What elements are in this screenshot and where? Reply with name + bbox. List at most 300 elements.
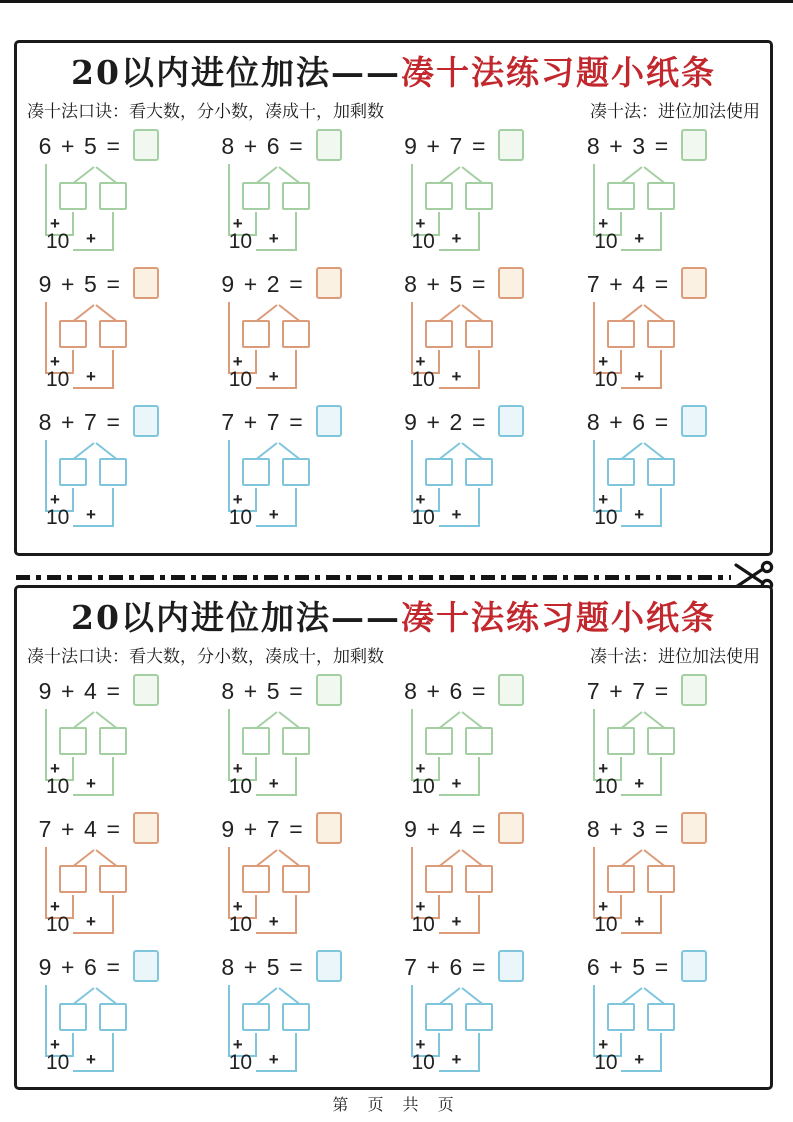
answer-box	[681, 812, 707, 844]
equation	[37, 675, 159, 707]
line-from-first-addend	[593, 985, 595, 1057]
decompose-box-2	[647, 458, 675, 486]
ten-label: 10	[46, 775, 70, 799]
line-from-first-addend	[411, 440, 413, 512]
addend-a: 8	[586, 132, 600, 159]
line-from-first-addend	[45, 985, 47, 1057]
problem-cell	[33, 130, 213, 260]
equation	[220, 406, 342, 438]
tips-row	[27, 97, 760, 122]
addend-a: 8	[586, 815, 600, 842]
stub-line-box2	[112, 350, 114, 389]
bracket-line-2	[256, 794, 297, 796]
equation	[403, 813, 525, 845]
decompose-box-1	[425, 1003, 453, 1031]
addend-b: 7	[266, 815, 280, 842]
plus-sign-small-1: +	[598, 490, 609, 510]
plus-sign-small-1: +	[50, 352, 60, 372]
stub-line-box2	[112, 757, 114, 796]
plus-sign-small-2: +	[634, 505, 645, 525]
addend-b: 5	[84, 132, 97, 159]
equation	[403, 268, 525, 300]
line-from-first-addend	[45, 847, 47, 919]
equals-sign: =	[654, 677, 669, 704]
decompose-box-2	[465, 727, 493, 755]
problem-cell	[399, 406, 579, 536]
addend-a: 6	[586, 953, 600, 980]
problem-cell	[581, 951, 761, 1081]
problem-cell	[581, 675, 761, 805]
decompose-box-2	[647, 727, 675, 755]
equation	[220, 813, 342, 845]
answer-box	[498, 950, 524, 982]
line-from-first-addend	[228, 709, 230, 781]
decompose-box-1	[425, 320, 453, 348]
decompose-box-1	[59, 1003, 87, 1031]
stub-line-box2	[660, 212, 662, 251]
stub-line-box1	[72, 895, 74, 919]
plus-sign-small-1: +	[50, 490, 60, 510]
equation	[403, 406, 525, 438]
line-from-first-addend	[593, 302, 595, 374]
line-from-first-addend	[228, 164, 230, 236]
addend-b: 3	[632, 132, 646, 159]
stub-line-box1	[438, 488, 440, 512]
plus-sign-small-1: +	[232, 490, 243, 510]
equals-sign: =	[106, 132, 120, 159]
stub-line-box1	[620, 1033, 622, 1057]
decompose-box-2	[465, 1003, 493, 1031]
stub-line-box2	[478, 1033, 480, 1072]
stub-line-box2	[112, 895, 114, 934]
plus-sign-small-2: +	[86, 774, 96, 794]
stub-line-box1	[255, 895, 257, 919]
bracket-line-2	[256, 387, 297, 389]
stub-line-box2	[478, 895, 480, 934]
decompose-box-2	[647, 182, 675, 210]
plus-sign-small-2: +	[86, 505, 96, 525]
answer-box	[133, 950, 159, 982]
addend-a: 8	[404, 270, 417, 297]
equals-sign: =	[289, 270, 303, 297]
equation	[220, 951, 342, 983]
bracket-line-2	[439, 932, 480, 934]
plus-sign-small-2: +	[268, 505, 279, 525]
decompose-box-1	[607, 458, 635, 486]
equals-sign: =	[471, 677, 486, 704]
decompose-box-1	[59, 320, 87, 348]
addend-a: 9	[38, 953, 52, 980]
plus-sign-small-2: +	[451, 505, 462, 525]
equation	[37, 406, 159, 438]
plus-sign-small-1: +	[232, 759, 243, 779]
line-from-first-addend	[411, 164, 413, 236]
addend-b: 6	[84, 953, 97, 980]
decompose-box-2	[282, 865, 310, 893]
stub-line-box1	[72, 212, 74, 236]
plus-sign: +	[426, 953, 440, 980]
ten-label: 10	[594, 506, 618, 530]
answer-box	[681, 405, 707, 437]
problem-grid	[17, 673, 770, 1081]
decompose-box-1	[425, 865, 453, 893]
equals-sign: =	[289, 953, 303, 980]
answer-box	[498, 129, 524, 161]
equation	[220, 675, 342, 707]
plus-sign: +	[243, 132, 258, 159]
equation	[37, 130, 159, 162]
bracket-line-2	[256, 525, 297, 527]
stub-line-box2	[478, 212, 480, 251]
bracket-line-2	[621, 1070, 662, 1072]
decompose-box-1	[242, 865, 270, 893]
bracket-line-2	[621, 525, 662, 527]
stub-line-box2	[660, 895, 662, 934]
plus-sign: +	[61, 953, 75, 980]
stub-line-box1	[255, 757, 257, 781]
addend-b: 6	[266, 132, 280, 159]
addend-a: 6	[38, 132, 52, 159]
stub-line-box1	[438, 757, 440, 781]
line-from-first-addend	[228, 985, 230, 1057]
plus-sign-small-2: +	[86, 229, 96, 249]
line-from-first-addend	[411, 985, 413, 1057]
page-title-red: 凑十法练习题小纸条	[400, 53, 716, 92]
answer-box	[133, 405, 159, 437]
decompose-box-2	[99, 865, 127, 893]
decompose-box-1	[425, 727, 453, 755]
decompose-box-1	[59, 865, 87, 893]
plus-sign: +	[609, 270, 623, 297]
problem-cell	[33, 268, 213, 398]
stub-line-box2	[295, 757, 297, 796]
equals-sign: =	[106, 953, 120, 980]
addend-b: 4	[84, 815, 97, 842]
bracket-line-2	[73, 932, 114, 934]
stub-line-box2	[112, 488, 114, 527]
answer-box	[681, 674, 707, 706]
decompose-box-1	[242, 320, 270, 348]
plus-sign-small-2: +	[451, 774, 462, 794]
decompose-box-2	[647, 1003, 675, 1031]
equals-sign: =	[654, 132, 669, 159]
stub-line-box2	[295, 1033, 297, 1072]
plus-sign-small-2: +	[634, 1050, 645, 1070]
addend-a: 9	[38, 677, 52, 704]
tip-mnemonic: 凑十法口诀：看大数，分小数，凑成十，加剩数	[27, 102, 384, 123]
ten-label: 10	[594, 913, 618, 937]
tip-mnemonic: 凑十法口诀：看大数，分小数，凑成十，加剩数	[27, 647, 384, 668]
equals-sign: =	[289, 408, 303, 435]
stub-line-box1	[255, 350, 257, 374]
equals-sign: =	[289, 815, 303, 842]
answer-box	[498, 812, 524, 844]
addend-b: 3	[632, 815, 646, 842]
answer-box	[316, 674, 342, 706]
stub-line-box2	[478, 350, 480, 389]
decompose-box-2	[647, 865, 675, 893]
stub-line-box2	[660, 1033, 662, 1072]
plus-sign: +	[609, 408, 623, 435]
plus-sign: +	[243, 953, 258, 980]
decompose-box-1	[425, 182, 453, 210]
addend-b: 7	[266, 408, 280, 435]
equals-sign: =	[289, 132, 303, 159]
equals-sign: =	[471, 815, 486, 842]
stub-line-box1	[438, 212, 440, 236]
plus-sign-small-2: +	[634, 229, 645, 249]
problem-cell	[216, 675, 396, 805]
equals-sign: =	[471, 132, 486, 159]
addend-b: 7	[84, 408, 97, 435]
stub-line-box1	[72, 757, 74, 781]
addend-b: 6	[449, 953, 463, 980]
plus-sign-small-1: +	[598, 1035, 609, 1055]
stub-line-box1	[72, 1033, 74, 1057]
bracket-line-2	[621, 932, 662, 934]
page-top-border	[0, 0, 793, 3]
ten-label: 10	[411, 506, 435, 530]
line-from-first-addend	[45, 302, 47, 374]
decompose-box-1	[607, 320, 635, 348]
plus-sign: +	[426, 677, 440, 704]
equation	[585, 675, 707, 707]
plus-sign-small-2: +	[451, 229, 462, 249]
plus-sign-small-1: +	[415, 759, 426, 779]
answer-box	[133, 812, 159, 844]
line-from-first-addend	[45, 440, 47, 512]
ten-label: 10	[46, 913, 70, 937]
plus-sign: +	[61, 132, 75, 159]
ten-label: 10	[594, 1051, 618, 1075]
stub-line-box1	[620, 757, 622, 781]
plus-sign-small-2: +	[268, 1050, 279, 1070]
equation	[37, 268, 159, 300]
decompose-box-2	[99, 727, 127, 755]
decompose-box-1	[425, 458, 453, 486]
equation	[585, 406, 707, 438]
decompose-box-1	[607, 1003, 635, 1031]
line-from-first-addend	[411, 709, 413, 781]
stub-line-box2	[295, 350, 297, 389]
answer-box	[316, 267, 342, 299]
decompose-box-2	[99, 182, 127, 210]
stub-line-box2	[660, 350, 662, 389]
plus-sign-small-1: +	[415, 897, 426, 917]
addend-a: 7	[586, 270, 600, 297]
bracket-line-2	[73, 249, 114, 251]
answer-box	[681, 129, 707, 161]
stub-line-box1	[620, 895, 622, 919]
problem-cell	[399, 268, 579, 398]
plus-sign: +	[426, 132, 440, 159]
problem-cell	[216, 951, 396, 1081]
stub-line-box2	[660, 757, 662, 796]
line-from-first-addend	[228, 440, 230, 512]
answer-box	[133, 267, 159, 299]
bracket-line-2	[621, 794, 662, 796]
ten-label: 10	[411, 368, 435, 392]
ten-label: 10	[228, 913, 253, 937]
problem-cell	[216, 406, 396, 536]
equals-sign: =	[106, 677, 120, 704]
equals-sign: =	[106, 408, 120, 435]
equals-sign: =	[289, 677, 303, 704]
problem-cell	[399, 813, 579, 943]
bracket-line-2	[73, 794, 114, 796]
answer-box	[316, 812, 342, 844]
stub-line-box1	[255, 488, 257, 512]
equals-sign: =	[654, 270, 669, 297]
stub-line-box1	[255, 212, 257, 236]
plus-sign-small-2: +	[268, 229, 279, 249]
addend-a: 9	[221, 270, 235, 297]
decompose-box-1	[59, 458, 87, 486]
decompose-box-2	[465, 320, 493, 348]
bracket-line-2	[439, 387, 480, 389]
addend-a: 9	[404, 408, 417, 435]
stub-line-box1	[620, 350, 622, 374]
bracket-line-2	[439, 794, 480, 796]
page-title	[17, 597, 770, 638]
addend-a: 8	[586, 408, 600, 435]
plus-sign-small-2: +	[268, 774, 279, 794]
bracket-line-2	[621, 387, 662, 389]
plus-sign: +	[243, 815, 258, 842]
ten-label: 10	[46, 368, 70, 392]
bracket-line-2	[439, 249, 480, 251]
addend-a: 9	[221, 815, 235, 842]
ten-label: 10	[228, 230, 253, 254]
plus-sign-small-1: +	[598, 352, 609, 372]
equation	[220, 130, 342, 162]
decompose-box-1	[242, 458, 270, 486]
tip-usage: 凑十法：进位加法使用	[590, 647, 760, 668]
line-from-first-addend	[45, 709, 47, 781]
addend-b: 5	[632, 953, 646, 980]
plus-sign: +	[609, 132, 623, 159]
bracket-line-2	[256, 249, 297, 251]
addend-a: 9	[38, 270, 52, 297]
page-title	[17, 52, 770, 93]
equals-sign: =	[106, 270, 120, 297]
problem-cell	[216, 813, 396, 943]
dash-dot-line	[16, 575, 731, 580]
equals-sign: =	[471, 408, 486, 435]
answer-box	[316, 405, 342, 437]
plus-sign: +	[609, 953, 623, 980]
addend-a: 8	[221, 132, 235, 159]
plus-sign-small-2: +	[268, 912, 279, 932]
stub-line-box1	[438, 1033, 440, 1057]
stub-line-box1	[72, 488, 74, 512]
decompose-box-1	[607, 182, 635, 210]
worksheet-slip-2	[14, 585, 773, 1090]
decompose-box-2	[282, 727, 310, 755]
addend-a: 7	[38, 815, 52, 842]
tips-row	[27, 642, 760, 667]
addend-a: 8	[221, 953, 235, 980]
equals-sign: =	[471, 270, 486, 297]
answer-box	[681, 267, 707, 299]
stub-line-box1	[72, 350, 74, 374]
decompose-box-2	[282, 458, 310, 486]
plus-sign-small-2: +	[451, 912, 462, 932]
plus-sign: +	[61, 408, 75, 435]
addend-b: 4	[632, 270, 646, 297]
plus-sign-small-1: +	[598, 759, 609, 779]
decompose-box-1	[607, 727, 635, 755]
addend-a: 7	[404, 953, 417, 980]
answer-box	[681, 950, 707, 982]
ten-label: 10	[46, 1051, 70, 1075]
line-from-first-addend	[593, 709, 595, 781]
plus-sign: +	[61, 815, 75, 842]
equation	[585, 813, 707, 845]
plus-sign-small-1: +	[50, 759, 60, 779]
ten-label: 10	[411, 775, 435, 799]
plus-sign: +	[609, 677, 623, 704]
equals-sign: =	[654, 815, 669, 842]
answer-box	[498, 674, 524, 706]
page-number-footer: 第 页 共 页	[332, 1095, 461, 1114]
plus-sign-small-2: +	[634, 367, 645, 387]
bracket-line-2	[621, 249, 662, 251]
problem-cell	[581, 813, 761, 943]
plus-sign-small-1: +	[598, 897, 609, 917]
plus-sign: +	[243, 270, 258, 297]
plus-sign-small-2: +	[451, 367, 462, 387]
decompose-box-2	[282, 182, 310, 210]
plus-sign-small-1: +	[50, 897, 60, 917]
decompose-box-1	[242, 1003, 270, 1031]
problem-cell	[581, 130, 761, 260]
plus-sign-small-2: +	[634, 912, 645, 932]
addend-a: 8	[221, 677, 235, 704]
line-from-first-addend	[411, 847, 413, 919]
addend-b: 7	[449, 132, 463, 159]
stub-line-box1	[620, 488, 622, 512]
addend-a: 8	[38, 408, 52, 435]
bracket-line-2	[256, 1070, 297, 1072]
stub-line-box1	[255, 1033, 257, 1057]
line-from-first-addend	[45, 164, 47, 236]
ten-label: 10	[594, 368, 618, 392]
decompose-box-1	[242, 182, 270, 210]
addend-b: 5	[449, 270, 463, 297]
problem-cell	[216, 268, 396, 398]
equals-sign: =	[654, 953, 669, 980]
ten-label: 10	[46, 506, 70, 530]
ten-label: 10	[46, 230, 70, 254]
ten-label: 10	[411, 913, 435, 937]
bracket-line-2	[439, 525, 480, 527]
line-from-first-addend	[593, 440, 595, 512]
bracket-line-2	[439, 1070, 480, 1072]
addend-b: 5	[266, 953, 280, 980]
plus-sign: +	[426, 408, 440, 435]
addend-b: 5	[84, 270, 97, 297]
addend-b: 2	[266, 270, 280, 297]
bracket-line-2	[73, 525, 114, 527]
plus-sign-small-2: +	[451, 1050, 462, 1070]
addend-a: 9	[404, 815, 417, 842]
equation	[585, 268, 707, 300]
stub-line-box1	[620, 212, 622, 236]
decompose-box-2	[647, 320, 675, 348]
addend-a: 7	[221, 408, 235, 435]
problem-cell	[33, 951, 213, 1081]
